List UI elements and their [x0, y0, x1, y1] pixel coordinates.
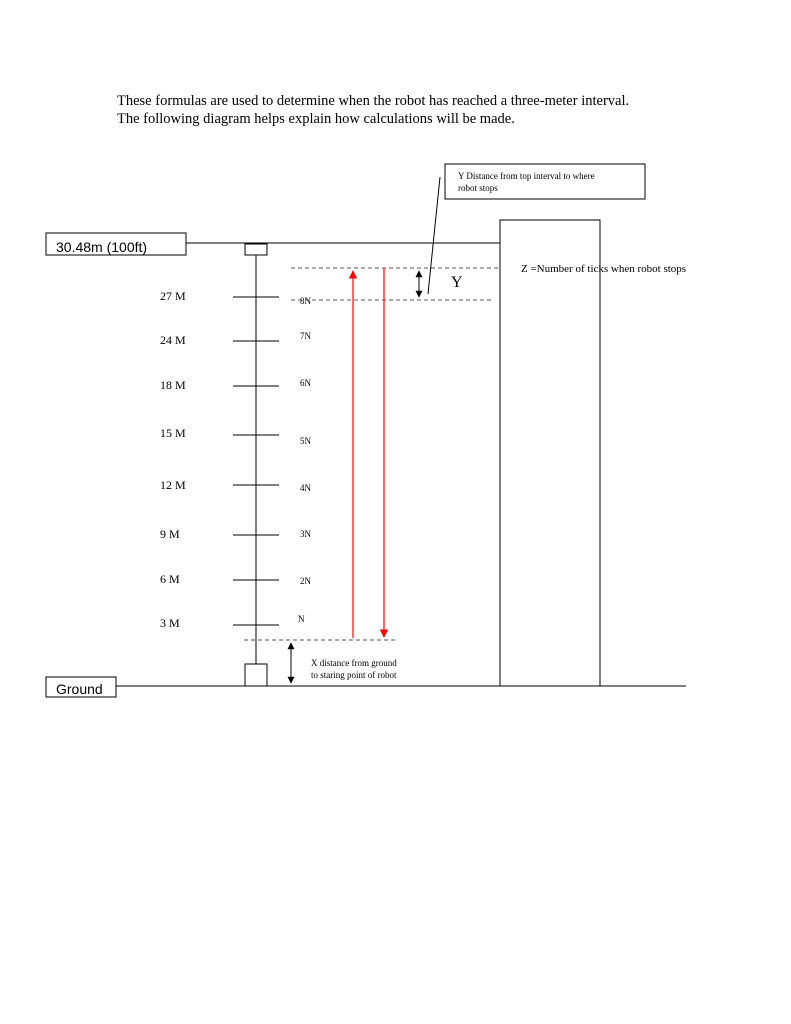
n-label: 2N: [300, 576, 311, 586]
meter-label: 18 M: [160, 378, 186, 392]
top-label: 30.48m (100ft): [56, 239, 148, 255]
n-label: 3N: [300, 529, 311, 539]
n-label: 6N: [300, 378, 311, 388]
x-label-line-2: to staring point of robot: [311, 670, 397, 680]
meter-label: 3 M: [160, 616, 180, 630]
meter-label: 12 M: [160, 478, 186, 492]
z-label: Z =Number of ticks when robot stops: [521, 263, 687, 275]
meter-label: 6 M: [160, 572, 180, 586]
meter-label: 15 M: [160, 426, 186, 440]
n-label: 5N: [300, 436, 311, 446]
intro-line-1: These formulas are used to determine when the robot has reached a three-meter interval.: [117, 93, 630, 109]
pole-top-cap: [245, 244, 267, 255]
n-label: 4N: [300, 483, 311, 493]
y-callout-box: [445, 164, 645, 199]
y-callout-line-1: Y Distance from top interval to where: [458, 171, 595, 181]
n-label: 7N: [300, 331, 311, 341]
meter-label: 24 M: [160, 333, 186, 347]
x-label-line-1: X distance from ground: [311, 658, 397, 668]
n-label: 8N: [300, 296, 311, 306]
n-labels: [298, 296, 312, 624]
meter-labels: [160, 289, 186, 630]
robot-base: [245, 664, 267, 686]
meter-label: 27 M: [160, 289, 186, 303]
n-label: N: [298, 614, 305, 624]
ground-label: Ground: [56, 681, 103, 697]
y-callout-line-2: robot stops: [458, 183, 498, 193]
building: [500, 220, 600, 686]
y-callout-leader: [428, 177, 440, 294]
y-symbol: Y: [451, 274, 463, 291]
meter-label: 9 M: [160, 527, 180, 541]
intro-line-2: The following diagram helps explain how calculations will be made.: [117, 111, 515, 127]
